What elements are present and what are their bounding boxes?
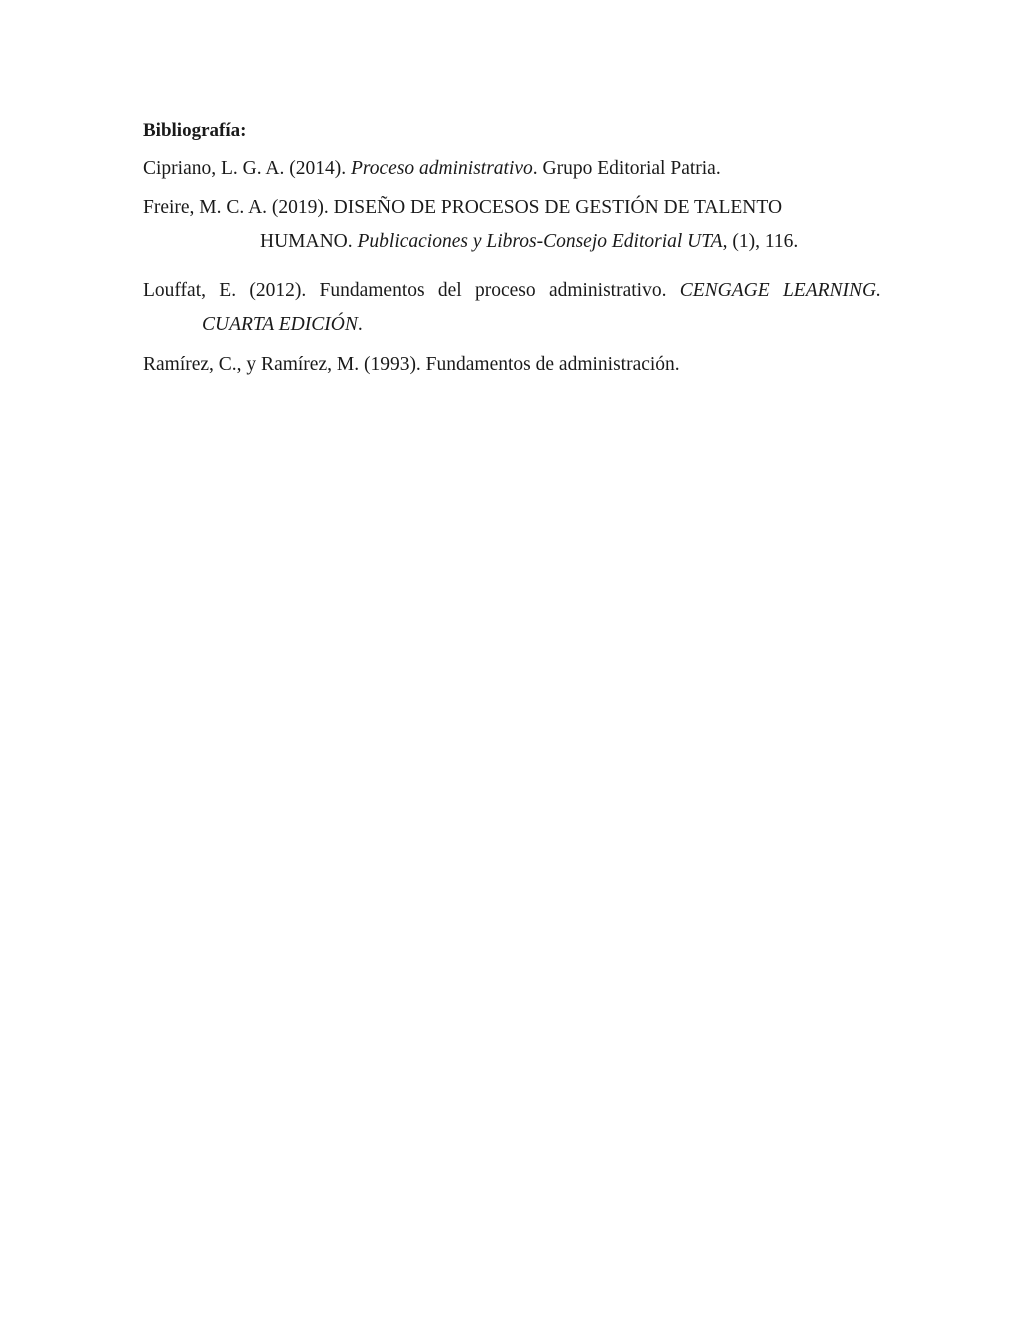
reference-text: HUMANO. <box>260 231 358 252</box>
bibliography-heading: Bibliografía: <box>143 120 247 141</box>
reference-louffat-line2 <box>202 313 363 337</box>
reference-freire-line1: Freire, M. C. A. (2019). DISEÑO DE PROCESOS DE GESTIÓN DE TALENTO <box>143 197 783 218</box>
reference-text: . Grupo Editorial Patria. <box>532 158 721 179</box>
reference-ramirez: Ramírez, C., y Ramírez, M. (1993). Fundamentos de administración. <box>143 354 680 375</box>
reference-freire-line2 <box>260 230 798 254</box>
reference-word: Louffat, <box>143 280 206 301</box>
reference-title: Publicaciones y Libros-Consejo Editorial UTA <box>357 231 723 252</box>
reference-title-word: CENGAGE <box>679 280 770 301</box>
reference-word: del <box>437 280 462 301</box>
reference-word: Fundamentos <box>319 280 425 301</box>
reference-text: Cipriano, L. G. A. (2014). <box>143 158 351 179</box>
reference-word: E. <box>219 280 237 301</box>
reference-word: proceso <box>475 280 536 301</box>
reference-word: (2012). <box>249 280 307 301</box>
reference-title-word: LEARNING. <box>782 280 881 301</box>
reference-louffat-line1 <box>143 279 881 303</box>
reference-title: Proceso administrativo <box>350 158 533 179</box>
reference-title: CUARTA EDICIÓN <box>202 314 358 335</box>
reference-cipriano <box>143 157 721 181</box>
reference-text: . <box>357 314 363 335</box>
reference-text: , (1), 116. <box>722 231 799 252</box>
reference-word: administrativo. <box>548 280 667 301</box>
